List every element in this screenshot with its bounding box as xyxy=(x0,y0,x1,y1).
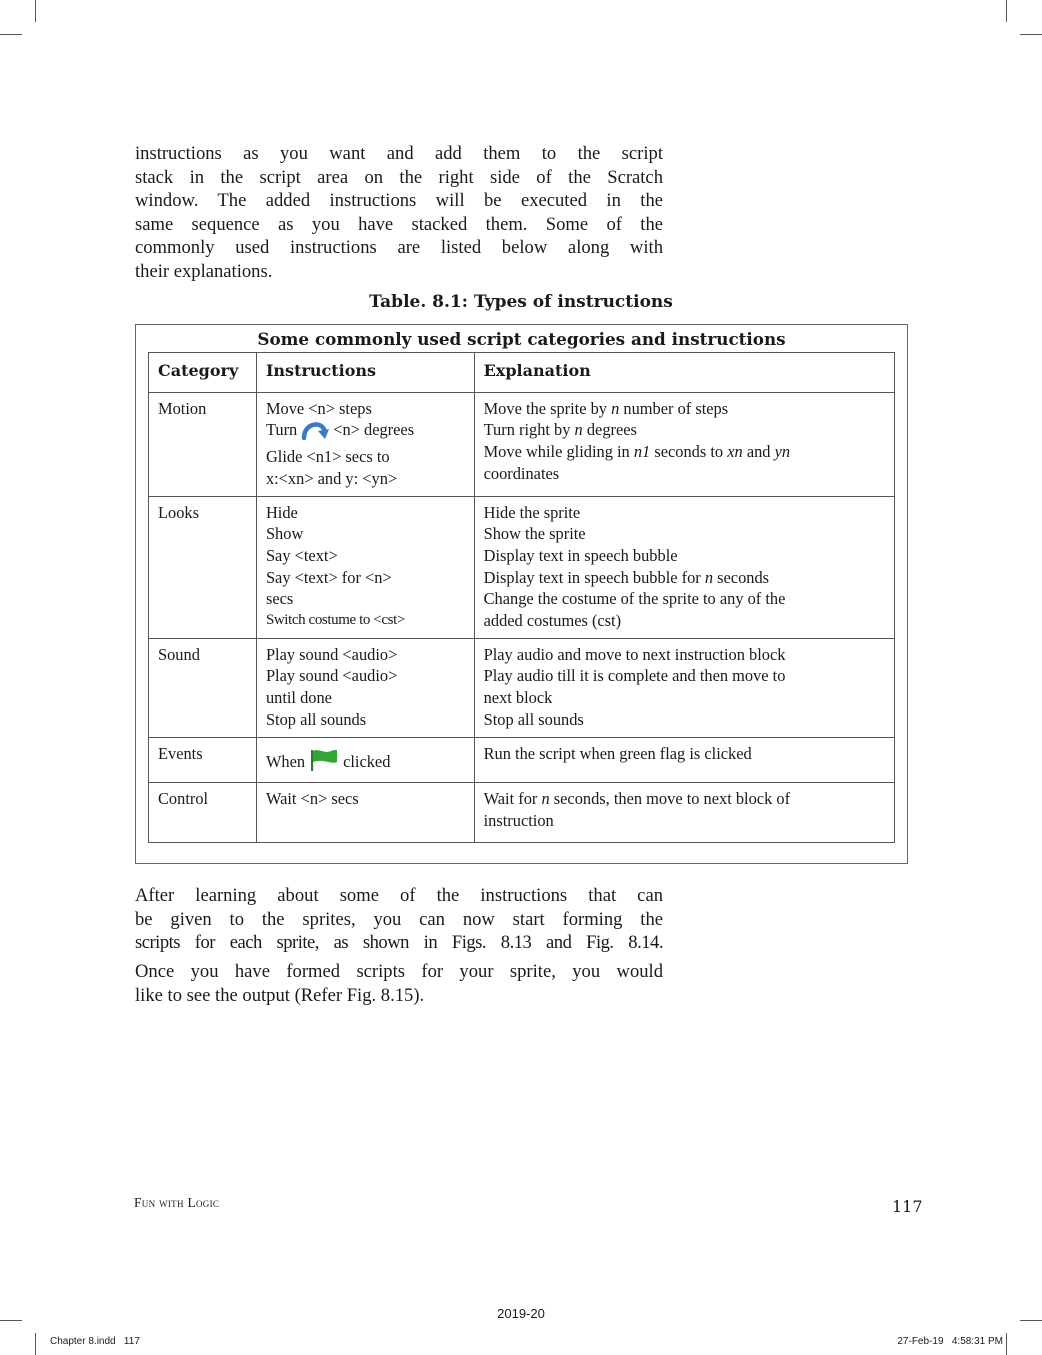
instruction-line: Move <n> steps xyxy=(265,398,372,418)
explanation-line: Run the script when green flag is clicked xyxy=(483,743,752,763)
explanation-line xyxy=(484,398,885,420)
explanation-line: Play audio till it is complete and then move to xyxy=(483,666,786,686)
explanation-line xyxy=(484,419,885,441)
variable: n xyxy=(611,398,620,418)
crop-mark xyxy=(35,0,36,22)
print-timestamp: 27-Feb-19 4:58:31 PM xyxy=(897,1336,1003,1347)
text: Move while gliding in xyxy=(483,442,630,462)
text-line: commonly used instructions are listed below along with xyxy=(135,237,663,258)
table-header-row xyxy=(149,353,895,393)
text-line: be given to the sprites, you can now start forming the xyxy=(135,908,663,930)
text-line: scripts for each sprite, as shown in Figs. 8.13 and Fig. 8.14. xyxy=(135,932,663,953)
category-cell: Looks xyxy=(149,496,257,638)
instruction-line: Stop all sounds xyxy=(265,709,367,729)
book-title: Fun with Logic xyxy=(134,1195,220,1210)
category-cell: Events xyxy=(149,737,257,783)
explanation-line: Show the sprite xyxy=(483,524,586,544)
text: and xyxy=(746,442,771,462)
header-instructions: Instructions xyxy=(256,353,474,393)
header-explanation: Explanation xyxy=(474,353,894,393)
crop-mark xyxy=(1006,1333,1007,1355)
text: Wait for xyxy=(483,789,538,809)
instruction-line: secs xyxy=(265,589,294,609)
table-caption: Table. 8.1: Types of instructions xyxy=(369,292,673,312)
instructions-cell xyxy=(256,638,474,737)
table-row-motion xyxy=(149,392,895,496)
instructions-cell xyxy=(256,783,474,842)
instruction-line: until done xyxy=(265,688,332,708)
instructions-cell xyxy=(256,392,474,496)
variable: n xyxy=(704,567,714,587)
instruction-line: Glide <n1> secs to xyxy=(265,447,390,467)
explanation-line: Change the costume of the sprite to any of the xyxy=(483,589,786,609)
variable: n1 xyxy=(633,442,651,462)
instruction-line: Play sound <audio> xyxy=(265,666,398,686)
explanation-line xyxy=(484,567,885,589)
page-number: 117 xyxy=(892,1197,923,1216)
text-line: instructions as you want and add them to the script xyxy=(135,143,663,164)
table-row-control xyxy=(149,783,895,842)
text: degrees xyxy=(586,420,637,440)
instruction-line xyxy=(266,749,465,777)
table-row-looks xyxy=(149,496,895,638)
turn-right-icon xyxy=(300,420,330,446)
variable: yn xyxy=(774,442,791,462)
explanation-cell xyxy=(474,496,894,638)
crop-mark xyxy=(1020,34,1042,35)
green-flag-icon xyxy=(309,749,339,777)
explanation-line: Stop all sounds xyxy=(483,709,584,729)
instructions-table xyxy=(148,352,895,843)
instruction-line: Show xyxy=(265,524,304,544)
instruction-line: x:<xn> and y: <yn> xyxy=(265,468,398,488)
instructions-cell xyxy=(256,737,474,783)
table-row-events xyxy=(149,737,895,783)
text: Turn right by xyxy=(483,420,571,440)
explanation-line: Hide the sprite xyxy=(483,502,581,522)
header-category: Category xyxy=(149,353,257,393)
variable: xn xyxy=(727,442,743,462)
file-info: Chapter 8.indd 117 xyxy=(50,1336,140,1347)
instruction-text: Turn xyxy=(265,420,298,440)
instruction-text: <n> degrees xyxy=(333,420,415,440)
crop-mark xyxy=(35,1333,36,1355)
crop-mark xyxy=(0,34,22,35)
instruction-line: Say <text> xyxy=(265,545,338,565)
after-paragraph-2 xyxy=(135,960,663,1007)
instruction-line: Say <text> for <n> xyxy=(265,567,392,587)
text-line: window. The added instructions will be executed in the xyxy=(135,190,663,211)
instruction-line: Switch costume to <cst> xyxy=(265,612,405,629)
explanation-line: instruction xyxy=(483,810,554,830)
intro-paragraph xyxy=(135,142,663,283)
explanation-line: next block xyxy=(483,688,553,708)
instructions-cell xyxy=(256,496,474,638)
text-line: same sequence as you have stacked them. Some of the xyxy=(135,213,663,235)
text: Move the sprite by xyxy=(483,398,607,418)
instruction-line: Hide xyxy=(265,502,298,522)
explanation-line: Display text in speech bubble xyxy=(483,545,678,565)
text: Display text in speech bubble for xyxy=(483,567,701,587)
instruction-line xyxy=(266,419,465,446)
instruction-text: clicked xyxy=(343,751,391,771)
text: number of steps xyxy=(623,398,729,418)
text: seconds, then move to next block of xyxy=(553,789,791,809)
after-paragraph-1 xyxy=(135,884,663,955)
explanation-cell xyxy=(474,783,894,842)
category-cell: Control xyxy=(149,783,257,842)
text: seconds xyxy=(717,567,770,587)
explanation-cell xyxy=(474,638,894,737)
text: seconds to xyxy=(654,442,724,462)
crop-mark xyxy=(1006,0,1007,22)
table-row-sound xyxy=(149,638,895,737)
edition-year: 2019-20 xyxy=(497,1306,545,1321)
instruction-line: Wait <n> secs xyxy=(265,789,359,809)
category-cell: Motion xyxy=(149,392,257,496)
category-cell: Sound xyxy=(149,638,257,737)
variable: n xyxy=(541,789,550,809)
explanation-line: coordinates xyxy=(483,463,560,483)
text-line: like to see the output (Refer Fig. 8.15). xyxy=(135,984,425,1006)
explanation-line xyxy=(484,441,885,463)
table-heading: Some commonly used script categories and instructions xyxy=(257,329,786,349)
text-line: their explanations. xyxy=(135,260,273,282)
instruction-text: When xyxy=(265,751,306,771)
text-line: After learning about some of the instructions that can xyxy=(135,885,663,906)
explanation-cell xyxy=(474,392,894,496)
instruction-line: Play sound <audio> xyxy=(265,644,398,664)
text-line: stack in the script area on the right side of the Scratch xyxy=(135,166,663,188)
explanation-line xyxy=(484,788,885,810)
text-line: Once you have formed scripts for your sprite, you would xyxy=(135,961,663,982)
explanation-cell xyxy=(474,737,894,783)
table-frame xyxy=(135,324,908,864)
variable: n xyxy=(574,420,583,440)
explanation-line: Play audio and move to next instruction block xyxy=(483,644,786,664)
explanation-line: added costumes (cst) xyxy=(483,611,622,631)
